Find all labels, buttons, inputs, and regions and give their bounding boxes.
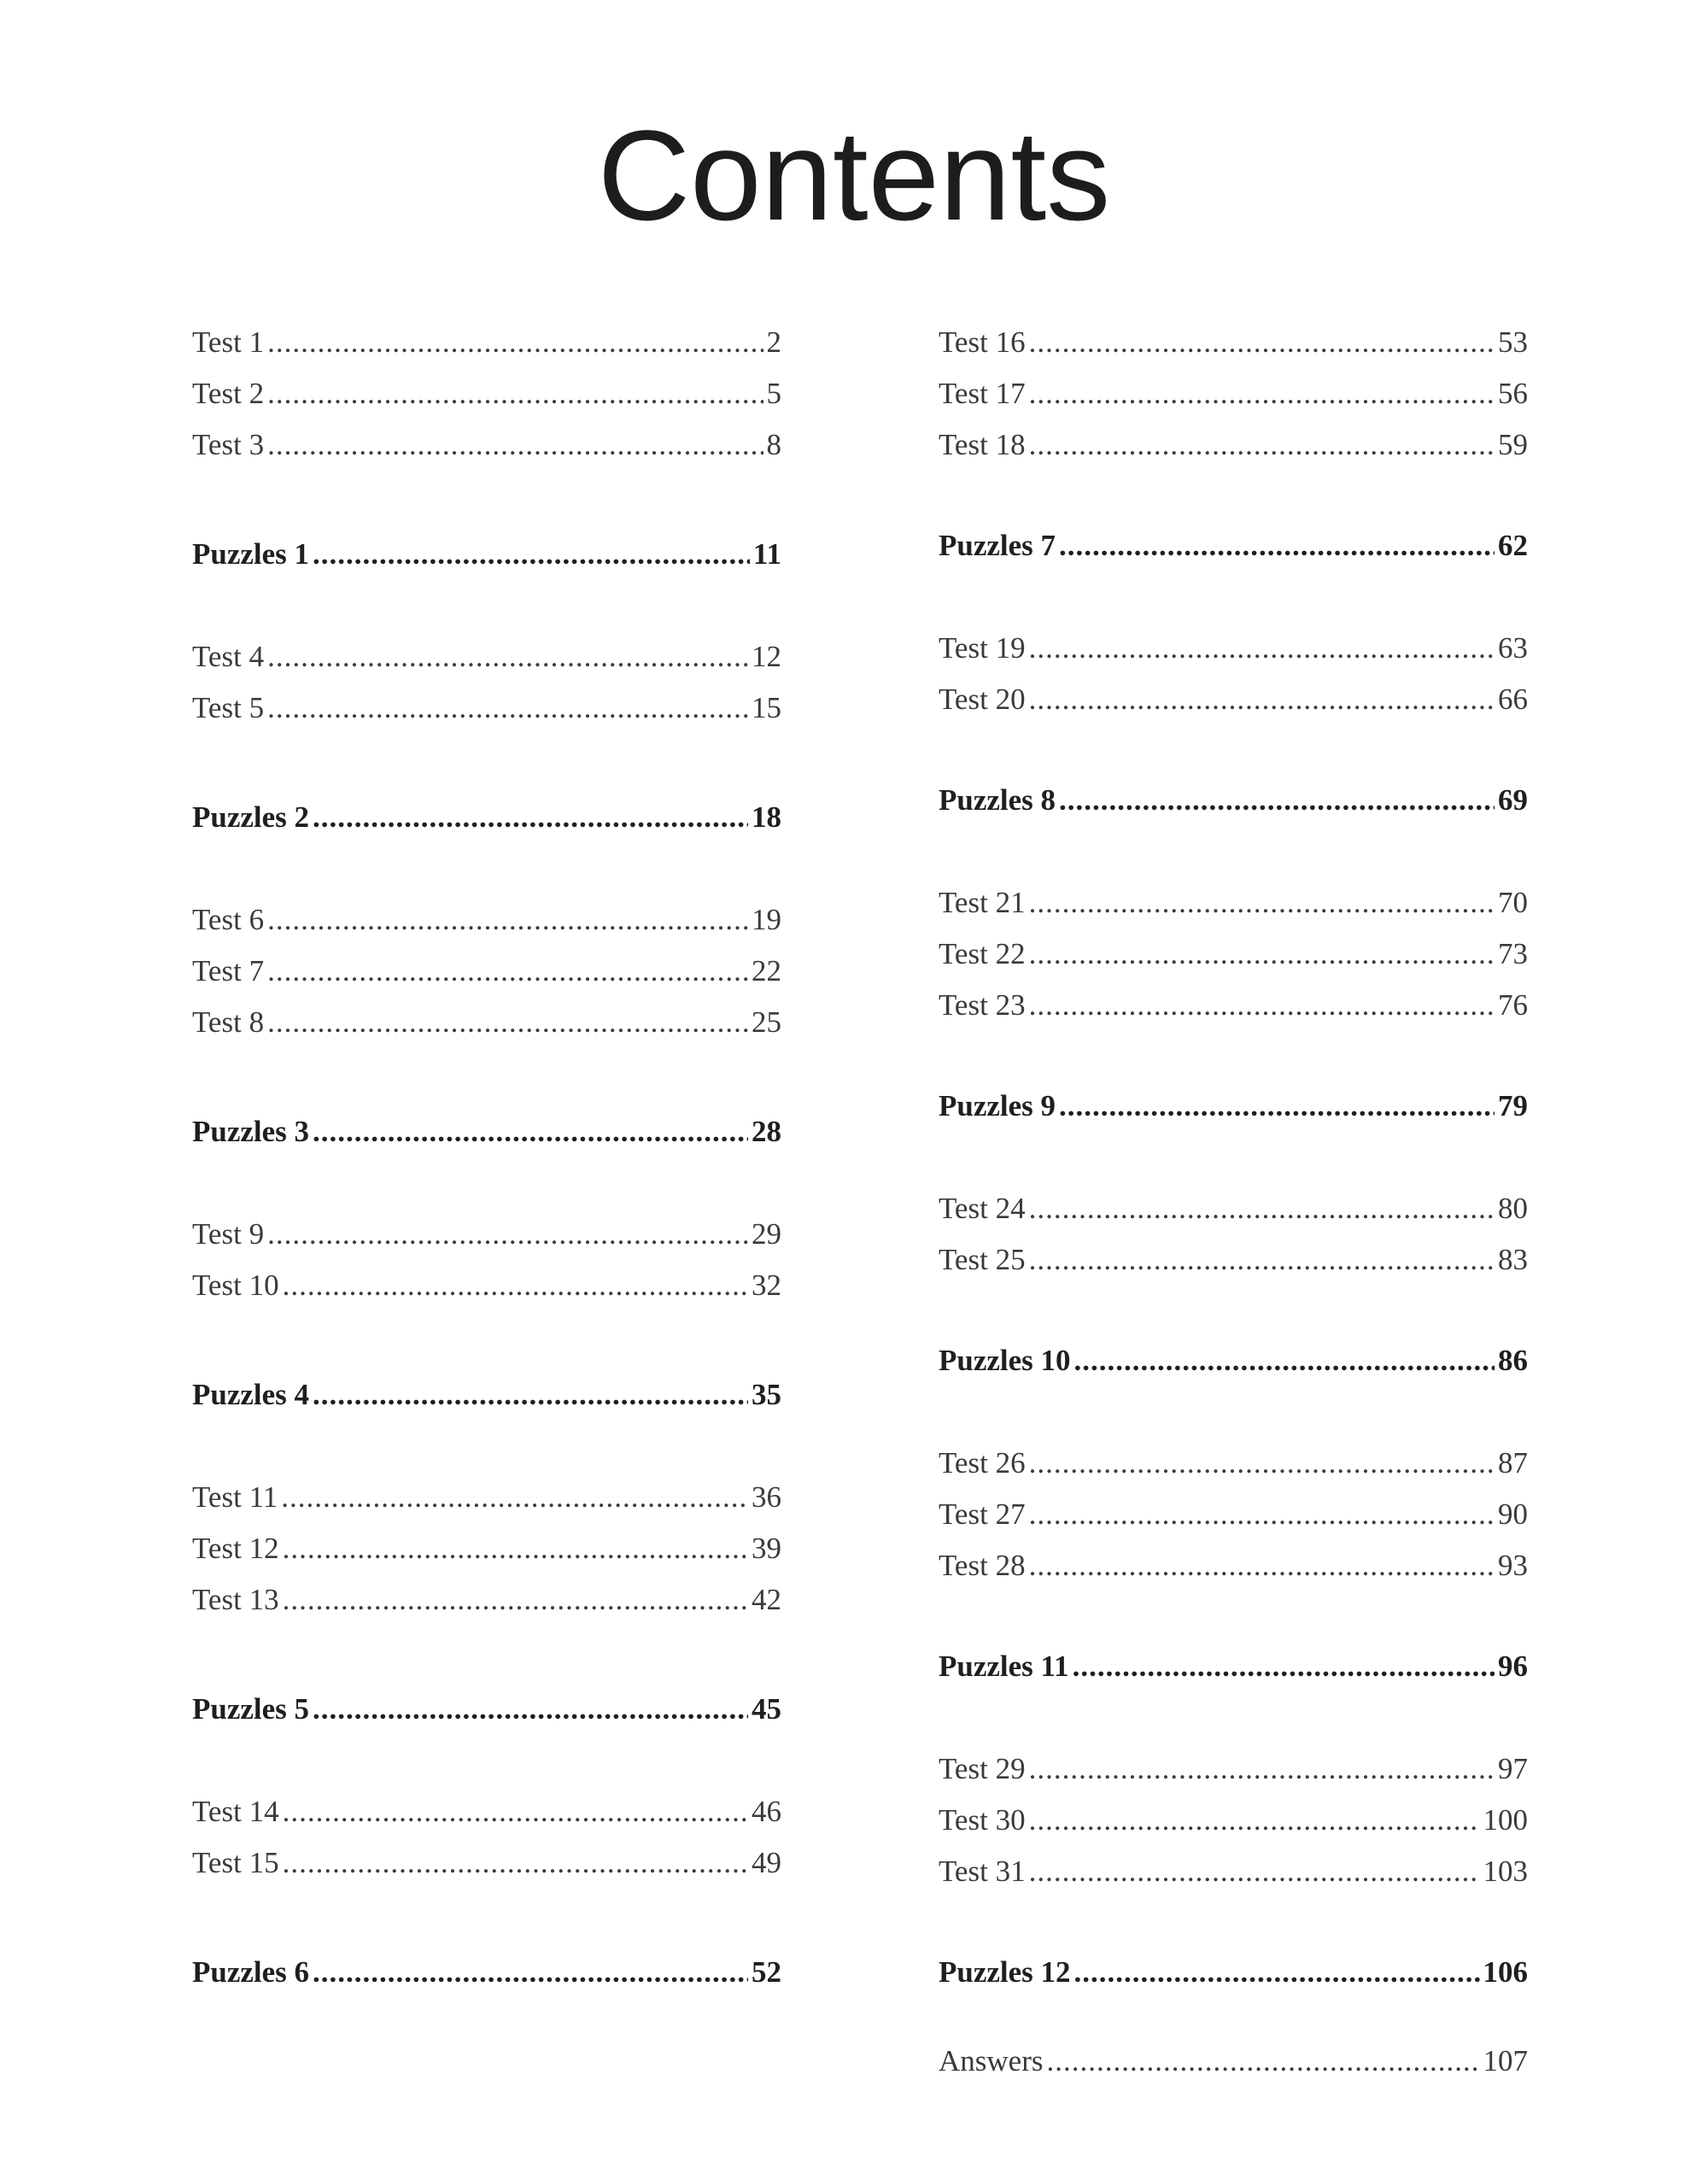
toc-entry-label: Test 10 — [192, 1269, 279, 1302]
dot-leader — [1029, 424, 1494, 466]
toc-entry-label: Puzzles 1 — [192, 537, 310, 571]
dot-leader — [1029, 1187, 1494, 1230]
dot-leader — [1073, 1645, 1494, 1688]
toc-entry[interactable] — [939, 1748, 1528, 1790]
toc-entry[interactable] — [939, 678, 1528, 721]
toc-page-number: 97 — [1498, 1752, 1528, 1785]
toc-page-number: 28 — [752, 1115, 781, 1148]
dot-leader — [267, 372, 763, 415]
toc-page-number: 103 — [1483, 1855, 1528, 1888]
dot-leader — [1029, 1748, 1494, 1790]
dot-leader — [283, 1579, 748, 1621]
toc-section-entry[interactable] — [192, 1111, 781, 1153]
toc-section-entry[interactable] — [939, 1085, 1528, 1128]
toc-page-number: 52 — [752, 1955, 781, 1989]
toc-entry-label: Test 14 — [192, 1795, 279, 1828]
toc-page-number: 70 — [1498, 886, 1528, 919]
toc-page-number: 46 — [752, 1795, 781, 1828]
dot-leader — [313, 1111, 748, 1153]
toc-page-number: 2 — [766, 325, 781, 359]
dot-leader — [267, 321, 763, 364]
dot-leader — [1029, 882, 1494, 924]
dot-leader — [1029, 372, 1494, 415]
dot-leader — [1029, 321, 1494, 364]
toc-entry-label: Puzzles 5 — [192, 1692, 310, 1726]
toc-entry[interactable] — [939, 882, 1528, 924]
toc-entry[interactable] — [192, 899, 781, 941]
toc-page-number: 22 — [752, 954, 781, 987]
toc-page-number: 35 — [752, 1378, 781, 1411]
dot-leader — [1074, 1339, 1494, 1382]
toc-entry[interactable] — [939, 424, 1528, 466]
toc-entry-label: Test 13 — [192, 1583, 279, 1616]
toc-entry[interactable] — [192, 950, 781, 993]
toc-entry-label: Puzzles 10 — [939, 1344, 1071, 1377]
toc-section-entry[interactable] — [939, 524, 1528, 567]
toc-page-number: 69 — [1498, 783, 1528, 817]
toc-entry-label: Test 11 — [192, 1480, 278, 1514]
toc-page-number: 100 — [1483, 1803, 1528, 1837]
toc-entry-label: Puzzles 4 — [192, 1378, 310, 1411]
toc-entry[interactable] — [939, 984, 1528, 1027]
toc-entry-label: Test 9 — [192, 1217, 265, 1251]
toc-entry-label: Test 31 — [939, 1855, 1026, 1888]
dot-leader — [267, 687, 748, 730]
dot-leader — [313, 1951, 748, 1994]
toc-entry[interactable] — [192, 1842, 781, 1884]
toc-section-entry[interactable] — [192, 533, 781, 576]
toc-entry-label: Test 17 — [939, 377, 1026, 410]
toc-entry[interactable] — [192, 1790, 781, 1833]
toc-entry-label: Test 30 — [939, 1803, 1026, 1837]
toc-entry-label: Test 25 — [939, 1243, 1026, 1276]
toc-entry-label: Test 5 — [192, 691, 265, 724]
toc-entry[interactable] — [939, 1493, 1528, 1536]
toc-page-number: 29 — [752, 1217, 781, 1251]
dot-leader — [281, 1476, 748, 1519]
toc-entry[interactable] — [192, 636, 781, 678]
toc-entry-label: Puzzles 3 — [192, 1115, 310, 1148]
toc-page-number: 93 — [1498, 1549, 1528, 1582]
dot-leader — [1029, 627, 1494, 670]
toc-page-number: 106 — [1483, 1955, 1528, 1989]
toc-entry[interactable] — [192, 1213, 781, 1256]
toc-section-entry[interactable] — [939, 1339, 1528, 1382]
toc-page-number: 25 — [752, 1005, 781, 1039]
toc-entry[interactable] — [192, 1476, 781, 1519]
dot-leader — [283, 1264, 748, 1307]
toc-page-number: 39 — [752, 1532, 781, 1565]
toc-entry[interactable] — [192, 1527, 781, 1570]
toc-entry-label: Test 19 — [939, 631, 1026, 665]
toc-entry-label: Puzzles 11 — [939, 1650, 1069, 1683]
toc-section-entry[interactable] — [939, 1645, 1528, 1688]
dot-leader — [267, 1213, 748, 1256]
dot-leader — [283, 1842, 748, 1884]
toc-page-number: 42 — [752, 1583, 781, 1616]
toc-entry[interactable] — [939, 1544, 1528, 1587]
toc-page-number: 5 — [766, 377, 781, 410]
toc-entry-label: Test 24 — [939, 1192, 1026, 1225]
dot-leader — [267, 636, 748, 678]
toc-page-number: 8 — [766, 428, 781, 461]
toc-page-number: 11 — [752, 537, 781, 571]
toc-entry-label: Puzzles 12 — [939, 1955, 1071, 1989]
dot-leader — [267, 899, 748, 941]
dot-leader — [1046, 2040, 1479, 2083]
toc-entry-label: Test 27 — [939, 1497, 1026, 1531]
dot-leader — [1029, 1239, 1494, 1281]
page-title: Contents — [597, 103, 1111, 247]
dot-leader — [1029, 933, 1494, 976]
toc-entry-label: Test 4 — [192, 640, 265, 673]
toc-entry[interactable] — [939, 2040, 1528, 2083]
toc-page-number: 73 — [1498, 937, 1528, 970]
toc-page-number: 18 — [752, 800, 781, 834]
dot-leader — [1074, 1951, 1480, 1994]
toc-entry[interactable] — [192, 372, 781, 415]
dot-leader — [1029, 1493, 1494, 1536]
toc-entry-label: Test 8 — [192, 1005, 265, 1039]
toc-entry[interactable] — [939, 1850, 1528, 1893]
toc-page-number: 90 — [1498, 1497, 1528, 1531]
dot-leader — [1059, 1085, 1494, 1128]
dot-leader — [313, 1688, 748, 1731]
dot-leader — [1029, 984, 1494, 1027]
toc-entry-label: Test 6 — [192, 903, 265, 936]
dot-leader — [313, 796, 748, 839]
toc-entry[interactable] — [192, 424, 781, 466]
toc-entry-label: Test 16 — [939, 325, 1026, 359]
dot-leader — [1029, 678, 1494, 721]
toc-entry-label: Test 12 — [192, 1532, 279, 1565]
toc-entry[interactable] — [939, 1442, 1528, 1485]
dot-leader — [1029, 1850, 1480, 1893]
dot-leader — [313, 533, 750, 576]
toc-section-entry[interactable] — [939, 779, 1528, 822]
toc-page-number: 36 — [752, 1480, 781, 1514]
toc-entry-label: Test 3 — [192, 428, 265, 461]
toc-entry-label: Puzzles 2 — [192, 800, 310, 834]
dot-leader — [313, 1374, 748, 1416]
toc-section-entry[interactable] — [192, 1374, 781, 1416]
toc-page-number: 45 — [752, 1692, 781, 1726]
toc-page-number: 96 — [1498, 1650, 1528, 1683]
toc-section-entry[interactable] — [192, 1951, 781, 1994]
toc-entry-label: Test 29 — [939, 1752, 1026, 1785]
toc-page-number: 53 — [1498, 325, 1528, 359]
toc-entry-label: Answers — [939, 2044, 1044, 2077]
toc-page-number: 15 — [752, 691, 781, 724]
toc-entry-label: Test 7 — [192, 954, 265, 987]
toc-entry-label: Test 21 — [939, 886, 1026, 919]
toc-entry-label: Test 22 — [939, 937, 1026, 970]
toc-page-number: 107 — [1483, 2044, 1528, 2077]
toc-entry[interactable] — [192, 1264, 781, 1307]
toc-page-number: 80 — [1498, 1192, 1528, 1225]
toc-entry-label: Puzzles 9 — [939, 1089, 1056, 1122]
toc-entry-label: Test 1 — [192, 325, 265, 359]
toc-entry-label: Test 2 — [192, 377, 265, 410]
toc-page-number: 63 — [1498, 631, 1528, 665]
toc-section-entry[interactable] — [192, 1688, 781, 1731]
dot-leader — [283, 1790, 748, 1833]
toc-page-number: 83 — [1498, 1243, 1528, 1276]
toc-entry[interactable] — [939, 1799, 1528, 1842]
toc-entry[interactable] — [939, 321, 1528, 364]
toc-entry[interactable] — [192, 321, 781, 364]
dot-leader — [267, 424, 763, 466]
dot-leader — [1059, 779, 1494, 822]
toc-entry[interactable] — [939, 1187, 1528, 1230]
toc-entry[interactable] — [939, 1239, 1528, 1281]
dot-leader — [267, 950, 748, 993]
dot-leader — [1029, 1544, 1494, 1587]
toc-entry-label: Puzzles 6 — [192, 1955, 310, 1989]
toc-entry[interactable] — [939, 933, 1528, 976]
toc-page-number: 87 — [1498, 1446, 1528, 1480]
toc-page-number: 19 — [752, 903, 781, 936]
toc-entry-label: Test 20 — [939, 683, 1026, 716]
toc-entry-label: Puzzles 8 — [939, 783, 1056, 817]
dot-leader — [1029, 1442, 1494, 1485]
toc-entry[interactable] — [192, 1579, 781, 1621]
toc-page-number: 59 — [1498, 428, 1528, 461]
toc-page-number: 32 — [752, 1269, 781, 1302]
dot-leader — [1029, 1799, 1480, 1842]
toc-entry-label: Test 15 — [192, 1846, 279, 1879]
toc-page-number: 12 — [752, 640, 781, 673]
dot-leader — [267, 1001, 748, 1044]
toc-page-number: 86 — [1498, 1344, 1528, 1377]
toc-page-number: 79 — [1498, 1089, 1528, 1122]
toc-entry[interactable] — [192, 1001, 781, 1044]
toc-entry-label: Test 18 — [939, 428, 1026, 461]
toc-entry-label: Test 23 — [939, 988, 1026, 1022]
toc-section-entry[interactable] — [192, 796, 781, 839]
toc-section-entry[interactable] — [939, 1951, 1528, 1994]
toc-entry-label: Test 26 — [939, 1446, 1026, 1480]
toc-page-number: 66 — [1498, 683, 1528, 716]
toc-page-number: 56 — [1498, 377, 1528, 410]
dot-leader — [1059, 524, 1494, 567]
toc-entry-label: Puzzles 7 — [939, 529, 1056, 562]
toc-page-number: 76 — [1498, 988, 1528, 1022]
toc-page-number: 49 — [752, 1846, 781, 1879]
toc-entry[interactable] — [939, 372, 1528, 415]
dot-leader — [283, 1527, 748, 1570]
toc-entry-label: Test 28 — [939, 1549, 1026, 1582]
toc-entry[interactable] — [939, 627, 1528, 670]
toc-page-number: 62 — [1498, 529, 1528, 562]
toc-entry[interactable] — [192, 687, 781, 730]
